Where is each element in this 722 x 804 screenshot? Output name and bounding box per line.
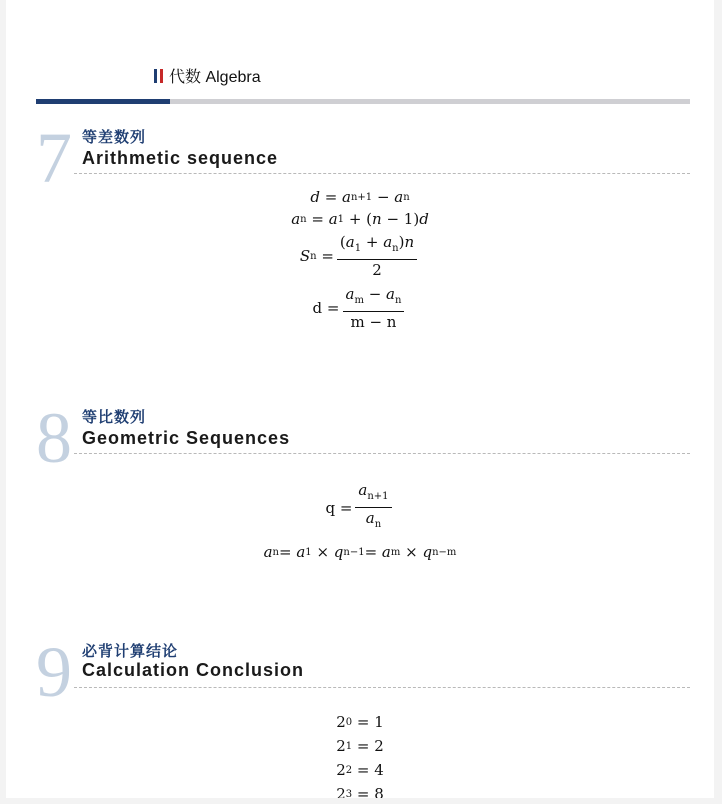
- page: [6, 0, 714, 798]
- formula-geometric-nth-term: a n = a 1 × q n−1 = a m × q n−m: [263, 543, 457, 561]
- formula-power: 2 1 = 2: [336, 737, 384, 755]
- header-rule: [36, 99, 690, 104]
- section-title-en: Calculation Conclusion: [82, 660, 305, 680]
- section-divider: [74, 173, 690, 174]
- formula-sum: S n = $\frac{(a_1 + a_n)n}{2}$: [300, 232, 420, 280]
- section-number: 7: [36, 118, 72, 198]
- formula-power: 2 0 = 1: [336, 713, 384, 731]
- formula-difference-from-terms: d = $\frac{a_m - a_n}{m - n}$: [313, 284, 408, 332]
- section-number: 9: [36, 632, 72, 712]
- section-divider: [74, 687, 690, 688]
- formula-common-ratio: q = $\frac{a_{n+1}}{a_n}$: [325, 480, 394, 535]
- header-rule-accent: [36, 99, 170, 104]
- section-title-en: Arithmetic sequence: [82, 148, 279, 168]
- formula-block: [6, 186, 714, 334]
- section-title-en: Geometric Sequences: [82, 428, 291, 448]
- formula-nth-term: a n = a 1 + ( n − 1) d: [291, 210, 429, 228]
- section-title-cn: 等差数列: [82, 129, 147, 146]
- section-title-cn: 必背计算结论: [82, 643, 179, 660]
- formula-common-difference: d = a n+1 − a n: [310, 188, 410, 206]
- formula-power: 2 2 = 4: [336, 761, 384, 779]
- section-title-cn: 等比数列: [82, 409, 147, 426]
- header-title: 代数 Algebra: [169, 69, 261, 86]
- flag-icon: [154, 69, 163, 83]
- section-divider: [74, 453, 690, 454]
- formula-block: [6, 478, 714, 563]
- section-number: 8: [36, 398, 72, 478]
- formula-power: 2 3 = 8: [336, 785, 384, 798]
- page-header: [154, 64, 261, 87]
- formula-block: [6, 710, 714, 798]
